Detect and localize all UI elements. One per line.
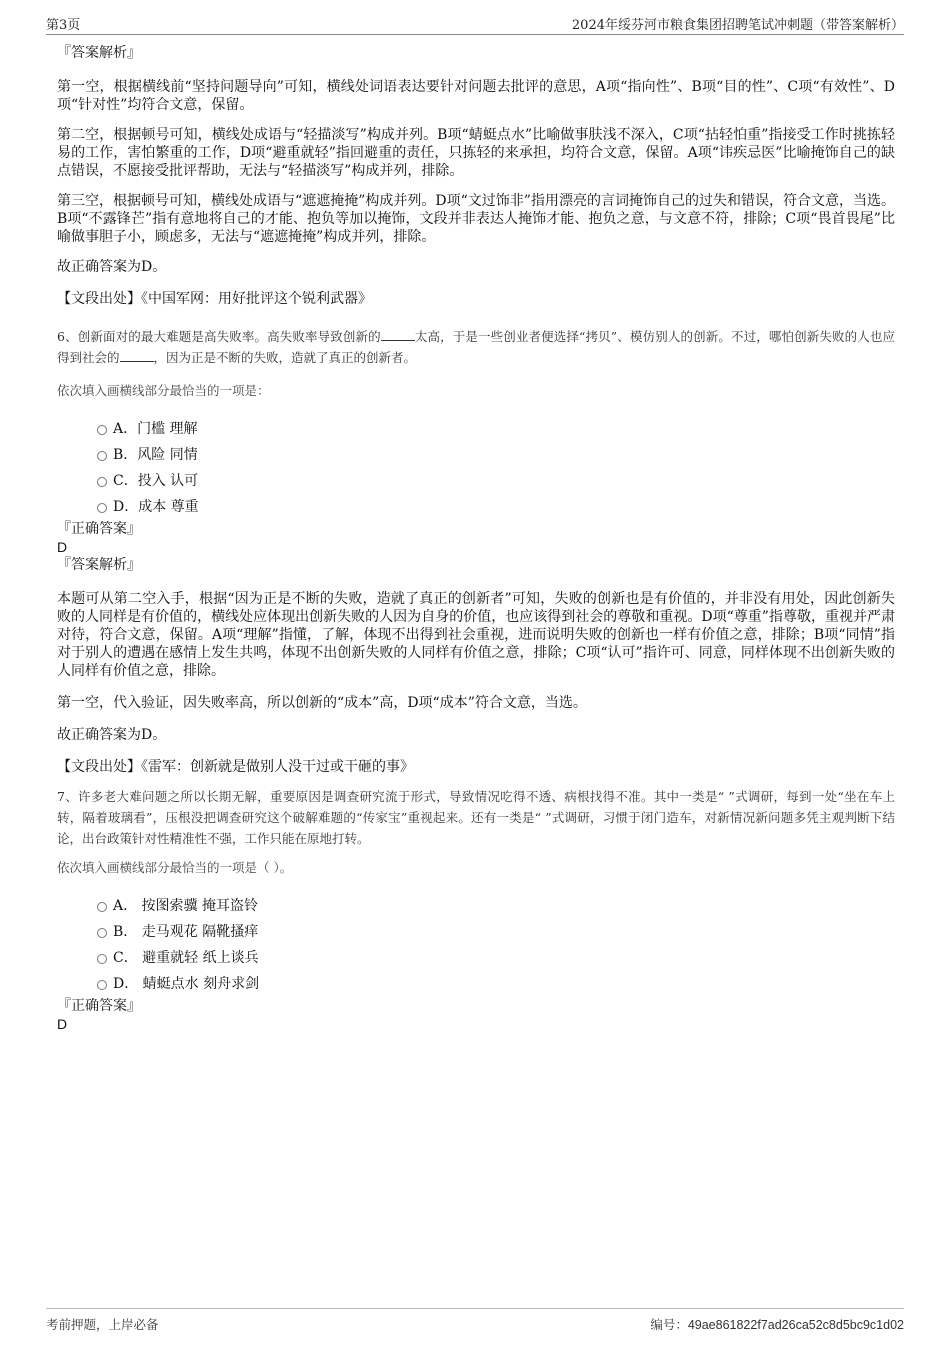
radio-icon[interactable] xyxy=(97,451,107,461)
q5-analysis-tag: 『答案解析』 xyxy=(57,45,141,61)
q6-blank-1 xyxy=(381,328,415,341)
q6-analysis-para-2: 第一空，代入验证，因失败率高，所以创新的“成本”高，D项“成本”符合文意，当选。 xyxy=(57,695,587,711)
q6-blank-2 xyxy=(120,349,154,362)
q6-prompt: 依次填入画横线部分最恰当的一项是： xyxy=(57,383,270,398)
q6-option-d[interactable]: D．成本 尊重 xyxy=(57,494,895,520)
q7-options xyxy=(57,893,895,997)
radio-icon[interactable] xyxy=(97,425,107,435)
page-footer xyxy=(46,1308,904,1333)
q5-source: 【文段出处】《中国军网：用好批评这个锐利武器》 xyxy=(57,291,372,307)
q7-prompt: 依次填入画横线部分最恰当的一项是（ ）。 xyxy=(57,860,293,875)
radio-icon[interactable] xyxy=(97,503,107,513)
q7-answer-tag: 『正确答案』 xyxy=(57,998,141,1014)
document-title: 2024年绥芬河市粮食集团招聘笔试冲刺题（带答案解析） xyxy=(571,18,904,33)
page-header xyxy=(46,14,904,35)
q6-option-a[interactable]: A．门槛 理解 xyxy=(57,416,895,442)
radio-icon[interactable] xyxy=(97,954,107,964)
q7-option-c[interactable]: C． 避重就轻 纸上谈兵 xyxy=(57,945,895,971)
q6-option-b[interactable]: B．风险 同情 xyxy=(57,442,895,468)
q7-answer: D xyxy=(57,1016,68,1032)
footer-slogan: 考前押题，上岸必备 xyxy=(46,1317,159,1332)
q6-analysis-para-1: 本题可从第二空入手，根据“因为正是不断的失败，造就了真正的创新者”可知，失败的创新也是有价值的，并非没有用处，因此创新失败的人同样是有价值的，横线处应体现出创新失败的人因为自身的价值，也应该得到社会的尊敬和重视。D项“尊重”指尊敬，重视并严肃对待，符合文意，保留。A项“理解”指懂，了解，体现不出得到社会重视，进而说明失败的创新也一样有价值之意，排除；B项“同情”指对于别人的遭遇在感情上发生共鸣，体现不出创新失败的人同样有价值之意，排除；C项“认可”指许可、同意，同样体现不出创新失败的人同样有价值之意，排除。 xyxy=(57,591,895,679)
q6-conclusion: 故正确答案为D。 xyxy=(57,727,167,743)
q6-stem: 6、创新面对的最大难题是高失败率。高失败率导致创新的 太高，于是一些创业者便选择“拷贝”、模仿别人的创新。不过，哪怕创新失败的人也应得到社会的 ，因为正是不断的失败，造就了真正的创新者。 xyxy=(57,329,895,365)
q5-analysis-para-2: 第二空，根据顿号可知，横线处成语与“轻描淡写”构成并列。B项“蜻蜓点水”比喻做事肤浅不深入，C项“拈轻怕重”指接受工作时挑拣轻易的工作，害怕繁重的工作，D项“避重就轻”指回避重的责任，只拣轻的来承担，均符合文意，保留。A项“讳疾忌医”比喻掩饰自己的缺点错误，不愿接受批评帮助，无法与“轻描淡写”构成并列，排除。 xyxy=(57,127,895,179)
document-code: 编号：49ae861822f7ad26ca52c8d5bc9c1d02 xyxy=(650,1318,904,1332)
q7-option-b[interactable]: B． 走马观花 隔靴搔痒 xyxy=(57,919,895,945)
page-content xyxy=(57,44,895,1033)
q6-answer-tag: 『正确答案』 xyxy=(57,521,141,537)
q6-source: 【文段出处】《雷军：创新就是做别人没干过或干砸的事》 xyxy=(57,759,414,775)
radio-icon[interactable] xyxy=(97,928,107,938)
q5-analysis-para-3: 第三空，根据顿号可知，横线处成语与“遮遮掩掩”构成并列。D项“文过饰非”指用漂亮的言词掩饰自己的过失和错误，符合文意，当选。B项“不露锋芒”指有意地将自己的才能、抱负等加以掩饰，文段并非表达人掩饰才能、抱负之意，与文意不符，排除；C项“畏首畏尾”比喻做事胆子小，顾虑多，无法与“遮遮掩掩”构成并列，排除。 xyxy=(57,193,895,245)
page-number: 第3页 xyxy=(46,18,81,33)
q7-stem: 7、许多老大难问题之所以长期无解，重要原因是调查研究流于形式，导致情况吃得不透、病根找得不准。其中一类是“ ”式调研，每到一处“坐在车上转，隔着玻璃看”，压根没把调查研究这个破解难题的“传家宝”重视起来。还有一类是“ ”式调研，习惯于闭门造车，对新情况新问题多凭主观判断下结论，出台政策针对性精准性不强，工作只能在原地打转。 xyxy=(57,789,895,846)
radio-icon[interactable] xyxy=(97,980,107,990)
q7-option-a[interactable]: A． 按图索骥 掩耳盗铃 xyxy=(57,893,895,919)
q6-analysis-tag: 『答案解析』 xyxy=(57,557,141,573)
radio-icon[interactable] xyxy=(97,902,107,912)
q5-analysis-para-1: 第一空，根据横线前“坚持问题导向”可知，横线处词语表达要针对问题去批评的意思，A项“指向性”、B项“目的性”、C项“有效性”、D项“针对性”均符合文意，保留。 xyxy=(57,79,895,113)
q7-option-d[interactable]: D． 蜻蜓点水 刻舟求剑 xyxy=(57,971,895,997)
radio-icon[interactable] xyxy=(97,477,107,487)
q6-options xyxy=(57,416,895,520)
q6-answer: D xyxy=(57,539,68,555)
q5-conclusion: 故正确答案为D。 xyxy=(57,259,167,275)
q6-option-c[interactable]: C．投入 认可 xyxy=(57,468,895,494)
